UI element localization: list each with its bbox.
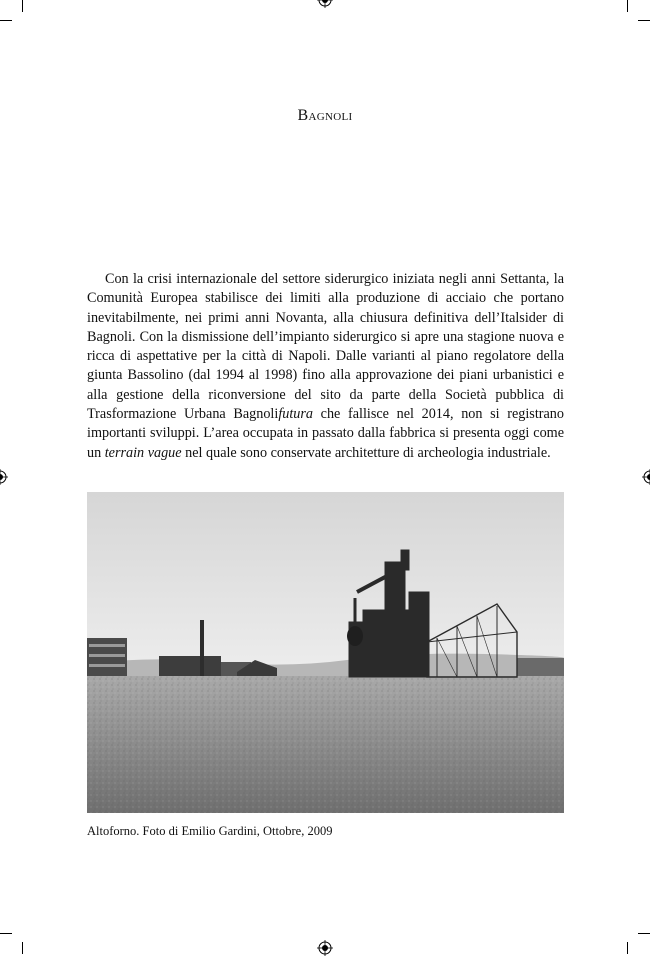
page-title: Bagnoli <box>297 107 353 124</box>
crop-mark-icon <box>638 20 650 21</box>
italic-term: terrain vague <box>104 444 182 461</box>
crop-mark-icon <box>627 942 628 954</box>
photo-caption: Altoforno. Foto di Emilio Gardini, Ottobre, 2009 <box>87 824 333 838</box>
paragraph-text: che fallisce nel 2014, non si registrano importanti sviluppi. L’area occupata in passato dalla fabbrica si presenta oggi come un <box>87 406 564 461</box>
crop-mark-icon <box>22 942 23 954</box>
photograph <box>87 492 564 813</box>
italic-term: futura <box>278 406 313 423</box>
paragraph-text: Con la crisi internazionale del settore siderurgico iniziata negli anni Settanta, la Comunità Europea stabilisce dei limiti alla produzione di acciaio che portano inevitabilmente, nei primi anni Novanta, alla chiusura definitiva dell’Italsider di Bagnoli. Con la dismissione dell’impianto siderurgico si apre una stagione nuova e ricca di aspettative per la città di Napoli. Dalle varianti al piano regolatore della giunta Bassolino (dal 1994 al 1998) fino alla approvazione dei piani urbanistici e alla gestione della riconversione del sito da parte della Società pubblica di Trasformazione Urbana Bagnoli <box>87 271 564 423</box>
registration-mark-icon <box>642 469 650 485</box>
industrial-photo <box>87 492 564 813</box>
crop-mark-icon <box>627 0 628 12</box>
crop-mark-icon <box>0 933 12 934</box>
paragraph-text: nel quale sono conservate architetture di archeologia industriale. <box>181 444 551 461</box>
crop-mark-icon <box>22 0 23 12</box>
registration-mark-icon <box>317 0 333 8</box>
body-paragraph <box>87 270 564 463</box>
registration-mark-icon <box>0 469 8 485</box>
crop-mark-icon <box>0 20 12 21</box>
crop-mark-icon <box>638 933 650 934</box>
